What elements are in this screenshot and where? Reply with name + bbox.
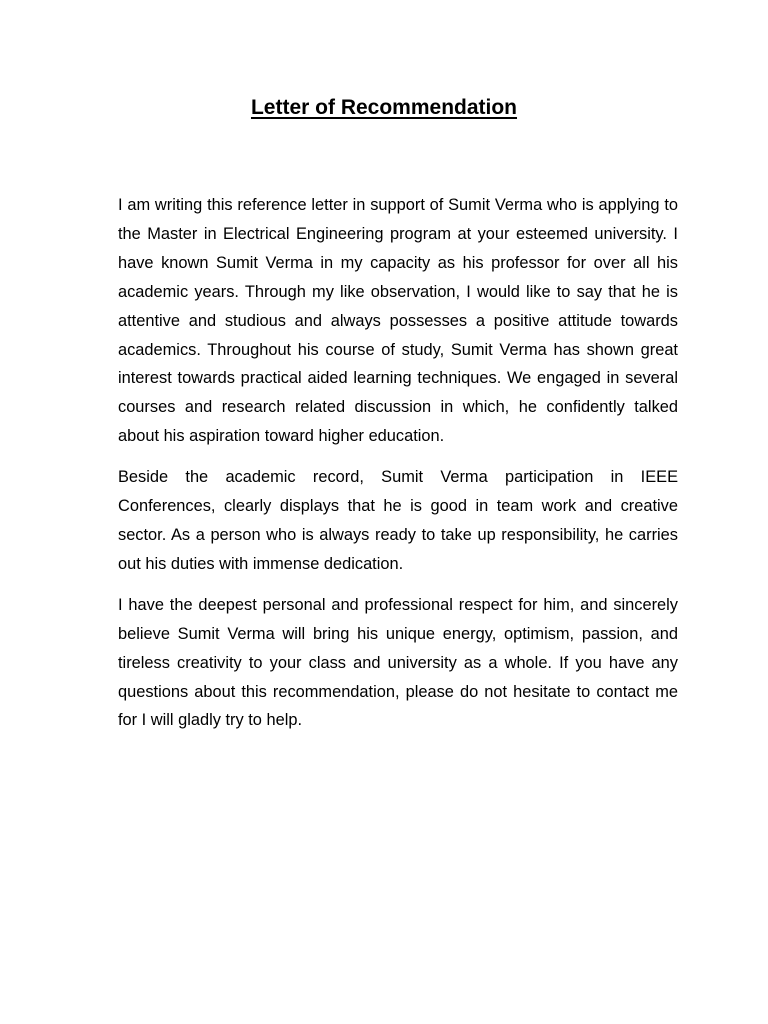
page-title (0, 92, 768, 124)
letter-body (118, 191, 678, 747)
title-text: Letter of Recommendation (250, 96, 518, 119)
paragraph-3: I have the deepest personal and professional respect for him, and sincerely believe Sumit Verma will bring his unique energy, optimism, passion, and tireless creativity to your class and university as a whole. If you have any questions about this recommendation, please do not hesitate to contact me for I will gladly try to help. (118, 595, 678, 730)
paragraph-1: I am writing this reference letter in support of Sumit Verma who is applying to the Master in Electrical Engineering program at your esteemed university. I have known Sumit Verma in my capacity as his professor for over all his academic years. Through my like observation, I would like to say that he is attentive and studious and always possesses a positive attitude towards academics. Throughout his course of study, Sumit Verma has shown great interest towards practical aided learning techniques. We engaged in several courses and research related discussion in which, he confidently talked about his aspiration toward higher education. (118, 196, 678, 446)
paragraph-2: Beside the academic record, Sumit Verma participation in IEEE Conferences, clearly displays that he is good in team work and creative sector. As a person who is always ready to take up responsibility, he carries out his duties with immense dedication. (118, 468, 678, 573)
